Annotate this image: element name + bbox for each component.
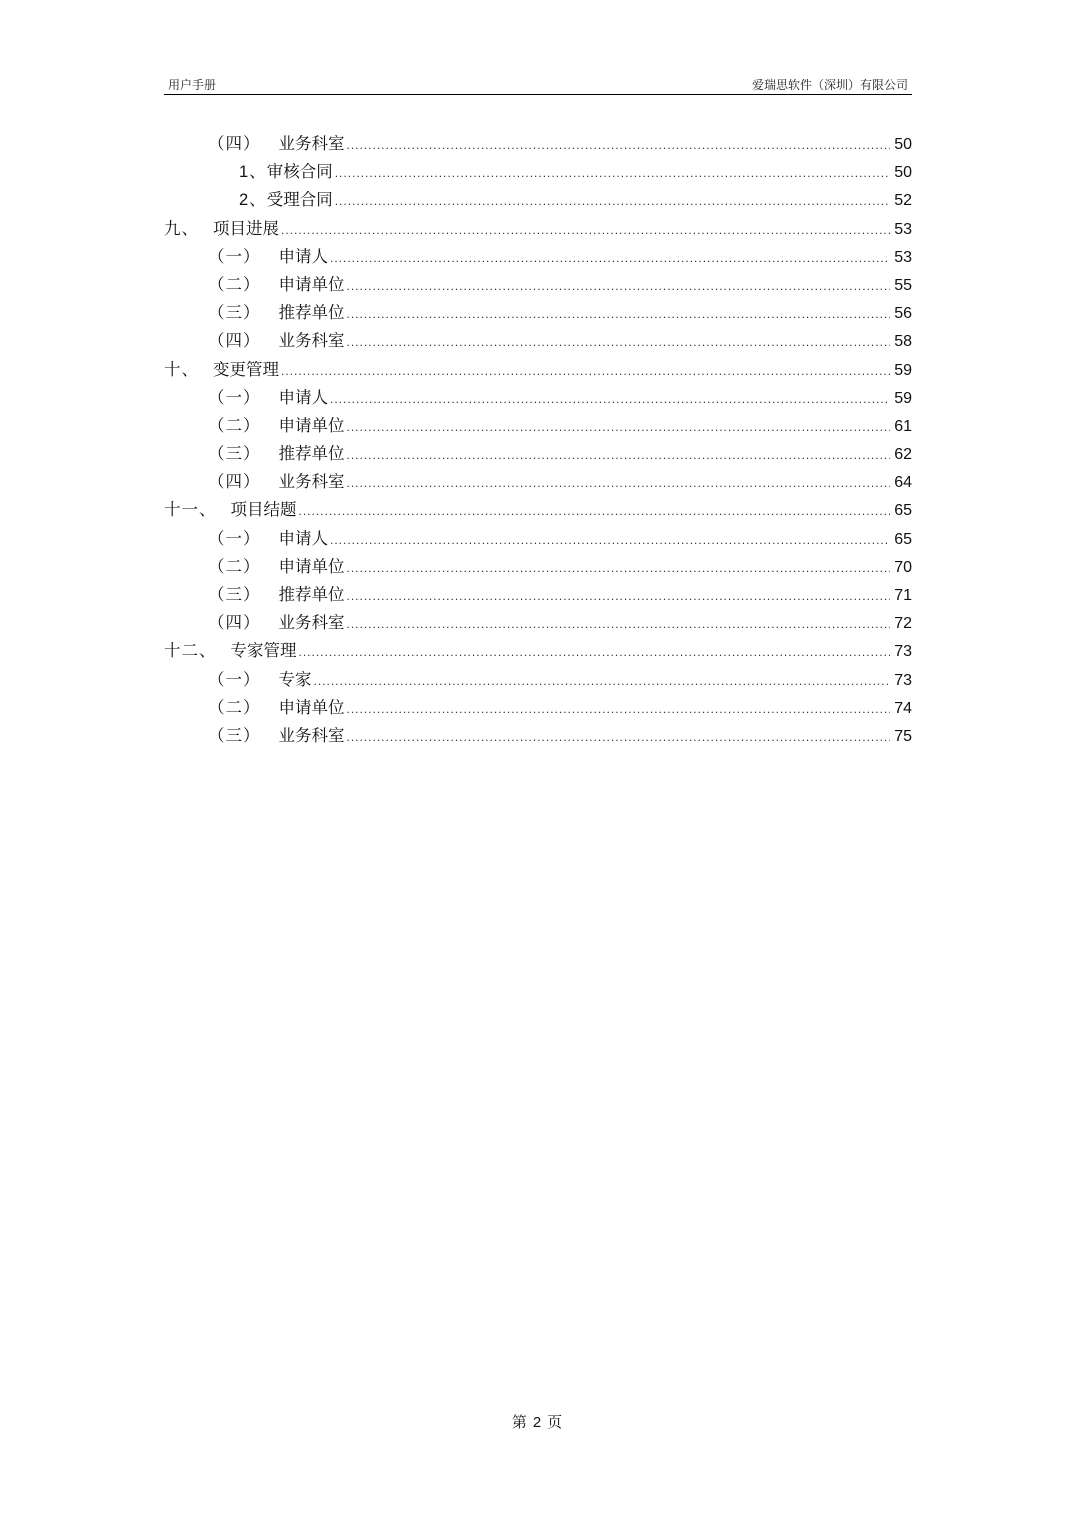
toc-entry[interactable]: [164, 496, 912, 524]
toc-leader-dots: [347, 695, 891, 723]
page-header: [164, 76, 912, 95]
toc-entry-page-number: 73: [894, 643, 912, 661]
toc-leader-dots: [330, 244, 890, 272]
toc-entry-number: （四）: [208, 134, 261, 153]
toc-entry-page-number: 65: [894, 530, 912, 548]
toc-entry-page-number: 55: [894, 276, 912, 294]
toc-entry-title: 推荐单位: [278, 585, 345, 604]
toc-entry-number: （一）: [208, 387, 261, 407]
toc-entry[interactable]: [164, 186, 912, 214]
toc-entry[interactable]: [164, 384, 912, 412]
toc-leader-dots: [347, 610, 891, 638]
toc-entry-title: 推荐单位: [278, 444, 345, 464]
toc-entry-page-number: 75: [894, 727, 912, 745]
toc-entry-title: 申请单位: [278, 415, 345, 435]
toc-entry-number: （二）: [208, 697, 261, 717]
toc-entry-page-number: 74: [894, 699, 912, 717]
toc-entry-page-number: 53: [894, 220, 912, 238]
toc-entry-title: 申请单位: [278, 556, 345, 576]
toc-entry-number: 十二、: [164, 641, 217, 661]
toc-entry[interactable]: [164, 637, 912, 665]
toc-entry-title: 业务科室: [278, 613, 345, 633]
toc-leader-dots: [347, 441, 891, 469]
toc-entry-title: 申请人: [278, 387, 328, 407]
toc-entry-page-number: 59: [894, 361, 912, 379]
toc-entry-number: （三）: [208, 303, 261, 323]
toc-entry[interactable]: [164, 271, 912, 299]
footer-page-number: 2: [532, 1414, 542, 1431]
toc-entry-title: 申请人: [278, 246, 328, 266]
toc-leader-dots: [347, 554, 891, 582]
toc-leader-dots: [335, 187, 890, 215]
toc-entry[interactable]: [164, 215, 912, 243]
toc-entry-title: 业务科室: [278, 725, 345, 745]
toc-entry[interactable]: [164, 553, 912, 581]
toc-leader-dots: [314, 667, 891, 695]
toc-entry[interactable]: [164, 666, 912, 694]
toc-entry-number: 九、: [164, 218, 199, 238]
toc-entry-number: 2、: [239, 191, 267, 210]
toc-entry-page-number: 50: [894, 136, 912, 153]
toc-entry-title: 专家管理: [230, 641, 297, 661]
toc-leader-dots: [347, 272, 891, 300]
toc-entry-number: （四）: [208, 613, 261, 633]
toc-entry[interactable]: [164, 130, 912, 158]
toc-leader-dots: [299, 638, 891, 666]
toc-entry-number: （四）: [208, 472, 261, 492]
header-company-name: 爱瑞思软件（深圳）有限公司: [751, 78, 908, 92]
toc-entry-number: （二）: [208, 556, 261, 576]
toc-leader-dots: [347, 300, 891, 328]
footer-suffix: 页: [547, 1413, 563, 1431]
toc-entry-number: （三）: [208, 585, 261, 604]
toc-entry-page-number: 65: [894, 502, 912, 520]
toc-leader-dots: [347, 413, 891, 441]
toc-entry[interactable]: [164, 158, 912, 186]
toc-entry[interactable]: [164, 609, 912, 637]
toc-leader-dots: [347, 131, 891, 159]
toc-entry[interactable]: [164, 243, 912, 271]
toc-entry-title: 审核合同: [266, 162, 333, 182]
toc-entry-page-number: 52: [894, 192, 912, 210]
toc-entry-number: （一）: [208, 528, 261, 548]
toc-entry-title: 受理合同: [266, 190, 333, 210]
toc-entry-number: （二）: [208, 415, 261, 435]
toc-entry-title: 项目结题: [230, 500, 297, 520]
toc-entry[interactable]: [164, 299, 912, 327]
toc-leader-dots: [281, 216, 890, 244]
toc-entry-number: 十、: [164, 359, 199, 379]
page-footer: [0, 1410, 1074, 1435]
toc-entry-number: （二）: [208, 274, 261, 294]
toc-entry-page-number: 61: [894, 417, 912, 435]
toc-entry-number: （四）: [208, 331, 261, 351]
toc-entry[interactable]: [164, 525, 912, 553]
toc-leader-dots: [347, 582, 891, 610]
toc-entry-number: 十一、: [164, 500, 217, 520]
toc-entry[interactable]: [164, 356, 912, 384]
toc-entry-page-number: 58: [894, 333, 912, 351]
toc-entry-page-number: 73: [894, 671, 912, 689]
toc-leader-dots: [347, 469, 891, 497]
toc-entry[interactable]: [164, 581, 912, 609]
toc-entry-title: 业务科室: [278, 134, 345, 153]
header-doc-title: 用户手册: [168, 78, 217, 92]
toc-leader-dots: [347, 723, 891, 751]
toc-entry-page-number: 59: [894, 389, 912, 407]
toc-leader-dots: [281, 357, 890, 385]
footer-prefix: 第: [511, 1413, 527, 1431]
toc-entry-title: 项目进展: [213, 218, 279, 238]
toc-entry[interactable]: [164, 468, 912, 496]
toc-entry[interactable]: [164, 722, 912, 750]
toc-entry-number: （一）: [208, 669, 261, 689]
toc-entry[interactable]: [164, 694, 912, 722]
toc-entry-page-number: 64: [894, 474, 912, 492]
toc-entry[interactable]: [164, 412, 912, 440]
toc-entry-title: 专家: [278, 669, 312, 689]
toc-leader-dots: [335, 159, 890, 187]
toc-entry-title: 申请单位: [278, 274, 345, 294]
toc-entry-title: 推荐单位: [278, 303, 345, 323]
toc-leader-dots: [347, 328, 891, 356]
toc-entry-page-number: 72: [894, 615, 912, 633]
toc-entry-title: 业务科室: [278, 472, 345, 492]
toc-entry-page-number: 62: [894, 446, 912, 464]
toc-entry-number: （三）: [208, 725, 261, 745]
toc-entry-title: 申请单位: [278, 697, 345, 717]
toc-entry-page-number: 70: [894, 558, 912, 576]
toc-entry-page-number: 71: [894, 587, 912, 604]
toc-entry[interactable]: [164, 440, 912, 468]
toc-leader-dots: [330, 526, 890, 554]
toc-entry-number: 1、: [239, 163, 267, 182]
toc-entry-number: （一）: [208, 246, 261, 266]
toc-entry-title: 变更管理: [213, 359, 279, 379]
table-of-contents: [164, 130, 912, 750]
toc-entry[interactable]: [164, 327, 912, 355]
toc-entry-number: （三）: [208, 444, 261, 464]
toc-leader-dots: [299, 497, 891, 525]
toc-entry-title: 申请人: [278, 528, 328, 548]
toc-entry-page-number: 56: [894, 305, 912, 323]
toc-entry-page-number: 50: [894, 164, 912, 182]
toc-leader-dots: [330, 385, 890, 413]
toc-entry-title: 业务科室: [278, 331, 345, 351]
toc-entry-page-number: 53: [894, 248, 912, 266]
